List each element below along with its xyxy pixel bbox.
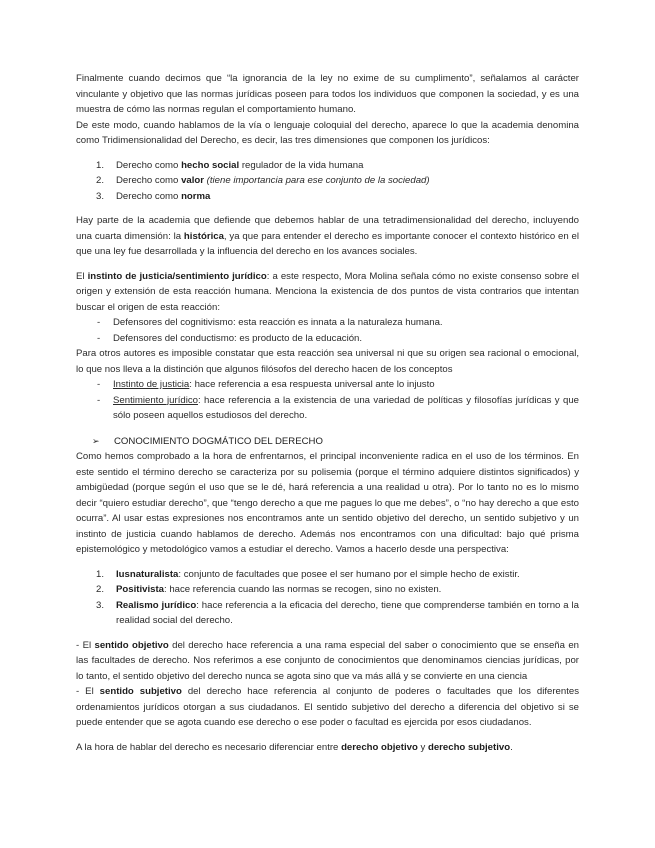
list-item: 2. Positivista: hace referencia cuando las normas se recogen, sino no existen. [96, 584, 442, 595]
paragraph-conclusion: A la hora de hablar del derecho es necesario diferenciar entre derecho objetivo y derecho subjetivo. [76, 741, 513, 753]
paragraph-tridimensionalidad: De este modo, cuando hablamos de la vía o lenguaje coloquial del derecho, aparece lo que la academia denomina como Tridimensionalidad del Derecho, es decir, las tres dimensiones que componen los jurídicos: [76, 119, 579, 146]
section-heading: ➢ CONOCIMIENTO DOGMÁTICO DEL DERECHO [76, 434, 579, 450]
paragraph-otros-autores: Para otros autores es imposible constatar que esta reacción sea universal ni que su origen sea racional o emocional, lo que nos lleva a la distinción que algunos filósofos del derecho hacen de los conceptos [76, 348, 579, 375]
paragraph-tetradimensionalidad: Hay parte de la academia que defiende que debemos hablar de una tetradimensionalidad del derecho, incluyendo una cuarta dimensión: la histórica, ya que para entender el derecho es importante conocer el contexto histórico en el que una ley fue desarrollada y la influencia del derecho en los avances sociales. [76, 215, 579, 257]
list-item: 2. Derecho como valor (tiene importancia para ese conjunto de la sociedad) [96, 175, 430, 186]
concepts-list [76, 377, 579, 424]
perspectives-list [76, 567, 579, 629]
list-item: - Sentimiento jurídico: hace referencia a la existencia de una variedad de políticas y filosofías jurídicas y que sólo poseen aquellos estudiosos del derecho. [97, 394, 579, 421]
list-item: - Defensores del cognitivismo: esta reacción es innata a la naturaleza humana. [97, 317, 443, 328]
bold-term: hecho social [181, 159, 240, 171]
paragraph-ignorancia: Finalmente cuando decimos que “la ignorancia de la ley no exime de su cumplimento”, señalamos al carácter vinculante y objetivo que las normas jurídicas poseen para todos los individuos que componen la sociedad, y es una muestra de cómo las normas regulan el comportamiento humano. [76, 73, 579, 115]
paragraph-instinto: El instinto de justicia/sentimiento jurídico: a este respecto, Mora Molina señala cómo no existe consenso sobre el origen y extensión de esta reacción humana. Menciona la existencia de dos puntos de vista contrarios que intentan buscar el origen de esta reacción: [76, 270, 579, 313]
document-body [76, 71, 579, 755]
list-item: 3. Realismo jurídico: hace referencia a la eficacia del derecho, tiene que comprenderse también en torno a la realidad social del derecho. [96, 599, 580, 626]
bold-term: valor [181, 175, 204, 186]
list-item: - Defensores del conductismo: es producto de la educación. [97, 332, 363, 344]
views-list [76, 315, 579, 346]
list-item: 3. Derecho como norma [96, 190, 211, 202]
list-item: 1. Iusnaturalista: conjunto de facultades que posee el ser humano por el simple hecho de existir. [96, 568, 520, 580]
paragraph-sentido-objetivo: - El sentido objetivo del derecho hace referencia a una rama especial del saber o conocimiento que se enseña en las facultades de derecho. Nos referimos a ese conjunto de conocimientos que denominamos ciencias jurídicas, por lo tanto, el sentido objetivo del derecho nunca se agota sino que va más allá y se convierte en una ciencia [76, 639, 579, 682]
list-item: - Instinto de justicia: hace referencia a esa respuesta universal ante lo injusto [97, 379, 435, 390]
list-item: 1. Derecho como hecho social regulador de la vida humana [96, 159, 364, 171]
paragraph-sentido-subjetivo: - El sentido subjetivo del derecho hace referencia al conjunto de poderes o facultades que los diferentes ordenamientos jurídicos otorgan a sus ciudadanos. El sentido subjetivo del derecho a diferencia del objetivo si se puede entender que se agota cuando ese derecho o ese poder o facultad es ejercida por esos ciudadanos. [76, 686, 579, 728]
arrow-bullet-icon: ➢ [92, 435, 100, 446]
bold-term: norma [181, 190, 211, 202]
dimensions-list [76, 158, 579, 205]
paragraph-polisemia: Como hemos comprobado a la hora de enfrentarnos, el principal inconveniente radica en el uso de los términos. En este sentido el término derecho se caracteriza por su polisemia (porque el término adquiere distintos significados) y ambigüedad (porque según el uso que se le dé, hará referencia a una realidad u otra). Por lo tanto no es lo mismo decir “quiero estudiar derecho”, que “tengo derecho a que me pagues lo que me debes”, o “no hay derecho a que esto ocurra”. Al usar estas expresiones nos encontramos ante un sentido objetivo del derecho, un sentido subjetivo y un instinto de justicia cuando hablamos de derecho. Además nos encontramos con una dificultad: bajo qué prisma epistemológico y metodológico vamos a estudiar el derecho. Vamos a hacerlo desde una perspectiva: [76, 451, 579, 555]
